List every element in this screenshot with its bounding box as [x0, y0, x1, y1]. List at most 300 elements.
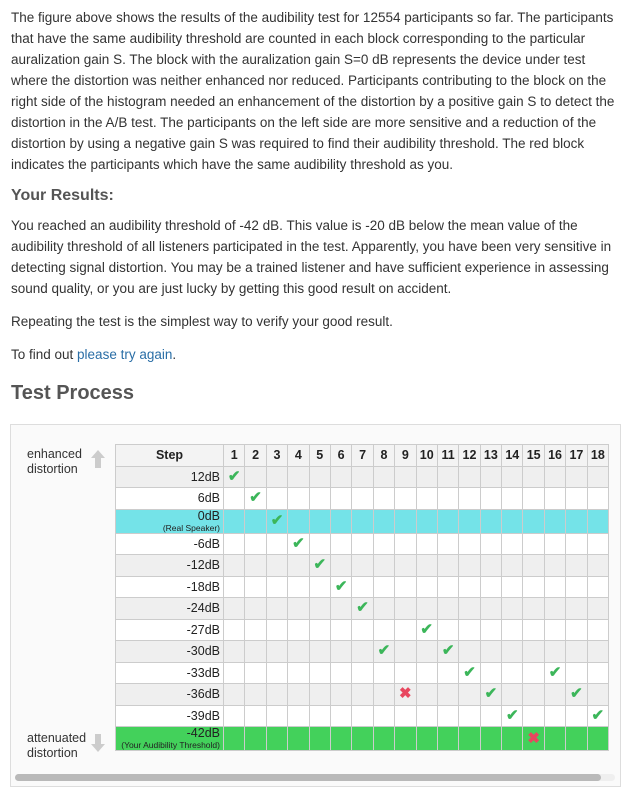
- step-number-header: 4: [288, 445, 309, 467]
- step-cell: [395, 727, 416, 751]
- table-row: [116, 727, 609, 751]
- step-cell: [587, 619, 608, 641]
- step-cell: [373, 598, 394, 620]
- step-cell: [523, 641, 544, 663]
- step-cell: [459, 576, 480, 598]
- results-paragraph: You reached an audibility threshold of -42 dB. This value is -20 dB below the mean value of the audibility threshold of all listeners participated in the test. Apparently, you have been very sensitive in detecting signal distortion. You may be a trained listener and have sufficient experience in assessing sound quality, or you are just lucky by getting this good result on accident.: [11, 218, 612, 296]
- step-cell: [224, 466, 245, 488]
- table-body: [116, 466, 609, 751]
- step-cell: [373, 509, 394, 533]
- attenuated-line1: attenuated: [27, 731, 87, 745]
- step-cell: [587, 576, 608, 598]
- step-cell: [395, 619, 416, 641]
- step-cell: [566, 705, 587, 727]
- table-row: [116, 488, 609, 510]
- step-cell: [416, 727, 437, 751]
- step-cell: [352, 684, 373, 706]
- step-cell: [245, 727, 266, 751]
- try-again-paragraph: [11, 344, 623, 365]
- check-icon: ✔: [270, 512, 284, 529]
- gain-label: -12dB: [116, 555, 224, 577]
- step-cell: [544, 619, 565, 641]
- step-cell: [224, 619, 245, 641]
- step-cell: [566, 727, 587, 751]
- step-number-header: 16: [544, 445, 565, 467]
- step-cell: [544, 576, 565, 598]
- step-cell: [459, 662, 480, 684]
- table-row: [116, 598, 609, 620]
- step-cell: [288, 509, 309, 533]
- check-icon: ✔: [313, 556, 327, 574]
- step-cell: [566, 619, 587, 641]
- table-header-row: [116, 445, 609, 467]
- step-cell: [437, 641, 458, 663]
- gain-label: [116, 509, 224, 533]
- step-cell: [352, 576, 373, 598]
- table-row: [116, 576, 609, 598]
- step-cell: [587, 727, 608, 751]
- table-row: [116, 466, 609, 488]
- step-cell: [587, 662, 608, 684]
- step-cell: [266, 705, 287, 727]
- horizontal-scrollbar[interactable]: [15, 774, 615, 781]
- step-cell: [502, 488, 523, 510]
- step-cell: [245, 641, 266, 663]
- gain-label: 6dB: [116, 488, 224, 510]
- step-cell: [288, 705, 309, 727]
- arrow-down-shaft: [95, 734, 101, 744]
- step-cell: [523, 619, 544, 641]
- table-row: [116, 662, 609, 684]
- step-cell: [566, 598, 587, 620]
- check-icon: ✔: [484, 685, 498, 703]
- step-cell: [330, 555, 351, 577]
- step-cell: [566, 684, 587, 706]
- step-cell: [373, 619, 394, 641]
- step-cell: [416, 619, 437, 641]
- step-cell: [395, 509, 416, 533]
- step-cell: [266, 466, 287, 488]
- step-cell: [502, 466, 523, 488]
- intro-paragraph: The figure above shows the results of the audibility test for 12554 participants so far. The participants that have the same audibility threshold are counted in each block corresponding to the particular auralization gain S. The block with the auralization gain S=0 dB represents the device under test where the distortion was neither enhanced nor reduced. Participants contributing to the block on the right side of the histogram needed an enhancement of the distortion by a positive gain S to detect the distortion in the A/B test. The participants on the left side are more sensitive and a reduction of the distortion by using a negative gain S was required to find their audibility threshold. The red block indicates the participants which have the same audibility threshold as you.: [11, 10, 615, 172]
- step-cell: [437, 509, 458, 533]
- step-cell: [566, 662, 587, 684]
- step-cell: [266, 727, 287, 751]
- gain-note: (Real Speaker): [162, 522, 220, 533]
- step-cell: [587, 684, 608, 706]
- table-row: [116, 555, 609, 577]
- step-cell: [352, 641, 373, 663]
- step-cell: [309, 684, 330, 706]
- step-cell: [544, 727, 565, 751]
- step-cell: [395, 598, 416, 620]
- step-cell: [309, 488, 330, 510]
- step-number-header: 2: [245, 445, 266, 467]
- step-cell: [245, 533, 266, 555]
- step-cell: [352, 619, 373, 641]
- step-cell: [330, 705, 351, 727]
- step-cell: [352, 533, 373, 555]
- step-number-header: 6: [330, 445, 351, 467]
- step-cell: [416, 466, 437, 488]
- step-cell: [309, 727, 330, 751]
- step-cell: [309, 555, 330, 577]
- step-cell: [502, 555, 523, 577]
- step-number-header: 8: [373, 445, 394, 467]
- step-cell: [480, 598, 501, 620]
- step-cell: [437, 684, 458, 706]
- arrow-down-icon: [91, 744, 105, 752]
- step-cell: [416, 576, 437, 598]
- results-heading: Your Results:: [11, 187, 114, 204]
- cross-icon: ✖: [399, 685, 412, 703]
- check-icon: ✔: [227, 467, 241, 485]
- step-cell: [480, 641, 501, 663]
- step-cell: [373, 533, 394, 555]
- step-cell: [566, 488, 587, 510]
- step-cell: [395, 662, 416, 684]
- step-cell: [288, 662, 309, 684]
- step-cell: [523, 662, 544, 684]
- step-cell: [523, 466, 544, 488]
- step-cell: [224, 705, 245, 727]
- step-cell: [480, 705, 501, 727]
- scrollbar-thumb[interactable]: [15, 774, 601, 781]
- gain-label: 12dB: [116, 466, 224, 488]
- table-row: [116, 705, 609, 727]
- step-cell: [245, 598, 266, 620]
- step-cell: [587, 641, 608, 663]
- step-cell: [352, 488, 373, 510]
- step-cell: [395, 488, 416, 510]
- check-icon: ✔: [356, 599, 369, 617]
- step-cell: [523, 488, 544, 510]
- step-cell: [395, 466, 416, 488]
- gain-label: -24dB: [116, 598, 224, 620]
- step-cell: [502, 598, 523, 620]
- step-cell: [373, 641, 394, 663]
- step-cell: [544, 488, 565, 510]
- step-cell: [224, 684, 245, 706]
- step-cell: [544, 684, 565, 706]
- enhanced-distortion-label: [27, 447, 82, 477]
- step-cell: [480, 684, 501, 706]
- step-cell: [523, 555, 544, 577]
- attenuated-line2: distortion: [27, 746, 78, 760]
- step-number-header: 3: [266, 445, 287, 467]
- step-cell: [459, 684, 480, 706]
- step-cell: [288, 641, 309, 663]
- step-cell: [330, 727, 351, 751]
- step-cell: [352, 509, 373, 533]
- step-cell: [288, 684, 309, 706]
- step-cell: [437, 466, 458, 488]
- step-cell: [266, 598, 287, 620]
- step-cell: [459, 466, 480, 488]
- enhanced-line2: distortion: [27, 462, 78, 476]
- step-cell: [416, 705, 437, 727]
- step-cell: [480, 488, 501, 510]
- step-cell: [502, 684, 523, 706]
- step-cell: [459, 705, 480, 727]
- step-cell: [587, 533, 608, 555]
- gain-label: [116, 727, 224, 751]
- step-cell: [330, 684, 351, 706]
- step-cell: [523, 598, 544, 620]
- step-cell: [224, 576, 245, 598]
- step-cell: [266, 641, 287, 663]
- step-cell: [309, 662, 330, 684]
- step-cell: [416, 555, 437, 577]
- step-cell: [224, 727, 245, 751]
- step-cell: [480, 466, 501, 488]
- step-cell: [544, 509, 565, 533]
- step-cell: [416, 598, 437, 620]
- step-cell: [523, 727, 544, 751]
- try-again-prefix: To find out: [11, 347, 78, 362]
- table-row: [116, 641, 609, 663]
- try-again-suffix: .: [172, 347, 177, 362]
- step-cell: [437, 662, 458, 684]
- step-cell: [416, 662, 437, 684]
- step-cell: [373, 466, 394, 488]
- step-cell: [288, 576, 309, 598]
- step-cell: [224, 488, 245, 510]
- step-cell: [437, 555, 458, 577]
- step-cell: [266, 509, 287, 533]
- step-cell: [480, 555, 501, 577]
- check-icon: ✔: [463, 663, 476, 681]
- step-cell: [309, 466, 330, 488]
- step-number-header: 9: [395, 445, 416, 467]
- step-cell: [266, 576, 287, 598]
- check-icon: ✔: [570, 685, 583, 703]
- test-process-table: [115, 444, 609, 751]
- step-cell: [288, 533, 309, 555]
- step-cell: [480, 727, 501, 751]
- step-cell: [480, 662, 501, 684]
- step-cell: [330, 641, 351, 663]
- step-cell: [459, 555, 480, 577]
- step-cell: [373, 488, 394, 510]
- step-cell: [288, 727, 309, 751]
- step-cell: [544, 598, 565, 620]
- step-cell: [224, 662, 245, 684]
- gain-label: -18dB: [116, 576, 224, 598]
- step-cell: [502, 705, 523, 727]
- step-cell: [416, 509, 437, 533]
- step-cell: [245, 705, 266, 727]
- step-cell: [395, 705, 416, 727]
- step-cell: [352, 555, 373, 577]
- step-cell: [566, 555, 587, 577]
- step-cell: [523, 576, 544, 598]
- step-cell: [352, 705, 373, 727]
- step-cell: [245, 488, 266, 510]
- step-cell: [288, 466, 309, 488]
- step-cell: [288, 555, 309, 577]
- step-cell: [544, 533, 565, 555]
- step-cell: [309, 576, 330, 598]
- step-cell: [309, 619, 330, 641]
- step-cell: [416, 488, 437, 510]
- step-cell: [459, 533, 480, 555]
- step-cell: [437, 705, 458, 727]
- table-row: [116, 684, 609, 706]
- step-cell: [523, 533, 544, 555]
- step-cell: [566, 466, 587, 488]
- gain-value: -42dB: [186, 726, 220, 740]
- step-number-header: 11: [437, 445, 458, 467]
- arrow-up-shaft: [95, 458, 101, 468]
- step-cell: [224, 533, 245, 555]
- gain-value: 0dB: [197, 508, 220, 523]
- step-cell: [459, 598, 480, 620]
- gain-label: -39dB: [116, 705, 224, 727]
- step-cell: [224, 598, 245, 620]
- step-cell: [480, 533, 501, 555]
- step-cell: [309, 533, 330, 555]
- step-cell: [566, 533, 587, 555]
- table-row: [116, 509, 609, 533]
- step-cell: [288, 488, 309, 510]
- step-cell: [587, 555, 608, 577]
- check-icon: ✔: [334, 577, 348, 595]
- step-cell: [266, 488, 287, 510]
- step-cell: [330, 509, 351, 533]
- step-cell: [330, 466, 351, 488]
- step-number-header: 17: [566, 445, 587, 467]
- step-cell: [224, 555, 245, 577]
- step-cell: [373, 555, 394, 577]
- step-cell: [309, 598, 330, 620]
- table-row: [116, 619, 609, 641]
- step-header: Step: [116, 445, 224, 467]
- check-icon: ✔: [420, 620, 433, 638]
- step-number-header: 1: [224, 445, 245, 467]
- step-cell: [245, 555, 266, 577]
- step-cell: [224, 509, 245, 533]
- step-cell: [459, 727, 480, 751]
- step-cell: [373, 727, 394, 751]
- step-cell: [544, 662, 565, 684]
- step-cell: [459, 641, 480, 663]
- step-cell: [437, 598, 458, 620]
- gain-label: -36dB: [116, 684, 224, 706]
- step-cell: [330, 533, 351, 555]
- step-cell: [245, 509, 266, 533]
- step-cell: [480, 509, 501, 533]
- step-cell: [309, 641, 330, 663]
- step-cell: [352, 466, 373, 488]
- step-cell: [523, 509, 544, 533]
- step-cell: [566, 576, 587, 598]
- step-cell: [437, 533, 458, 555]
- step-cell: [245, 662, 266, 684]
- try-again-link[interactable]: please try again: [77, 347, 173, 362]
- step-cell: [566, 509, 587, 533]
- step-cell: [288, 598, 309, 620]
- step-number-header: 10: [416, 445, 437, 467]
- step-cell: [266, 555, 287, 577]
- step-number-header: 14: [502, 445, 523, 467]
- check-icon: ✔: [377, 642, 391, 660]
- step-cell: [502, 619, 523, 641]
- step-cell: [587, 705, 608, 727]
- step-cell: [395, 576, 416, 598]
- step-cell: [395, 641, 416, 663]
- step-cell: [309, 509, 330, 533]
- step-cell: [330, 488, 351, 510]
- step-cell: [330, 619, 351, 641]
- step-cell: [395, 533, 416, 555]
- check-icon: ✔: [505, 706, 519, 724]
- step-cell: [245, 684, 266, 706]
- step-number-header: 12: [459, 445, 480, 467]
- results-content: [11, 0, 623, 365]
- step-cell: [523, 684, 544, 706]
- step-cell: [587, 598, 608, 620]
- step-number-header: 7: [352, 445, 373, 467]
- step-cell: [352, 662, 373, 684]
- step-cell: [416, 533, 437, 555]
- step-cell: [224, 641, 245, 663]
- step-cell: [330, 576, 351, 598]
- gain-label: -27dB: [116, 619, 224, 641]
- check-icon: ✔: [591, 706, 605, 724]
- step-cell: [587, 466, 608, 488]
- step-cell: [502, 533, 523, 555]
- step-cell: [352, 727, 373, 751]
- step-cell: [566, 641, 587, 663]
- step-number-header: 15: [523, 445, 544, 467]
- gain-label: -30dB: [116, 641, 224, 663]
- step-cell: [245, 466, 266, 488]
- step-cell: [523, 705, 544, 727]
- test-process-heading: Test Process: [11, 382, 135, 404]
- step-cell: [502, 727, 523, 751]
- step-cell: [459, 619, 480, 641]
- step-cell: [288, 619, 309, 641]
- step-cell: [502, 641, 523, 663]
- step-cell: [266, 662, 287, 684]
- step-cell: [266, 533, 287, 555]
- step-cell: [587, 488, 608, 510]
- table-row: [116, 533, 609, 555]
- step-cell: [437, 488, 458, 510]
- step-cell: [480, 576, 501, 598]
- step-cell: [330, 598, 351, 620]
- check-icon: ✔: [249, 489, 262, 507]
- step-cell: [480, 619, 501, 641]
- step-cell: [544, 555, 565, 577]
- step-cell: [309, 705, 330, 727]
- step-cell: [395, 555, 416, 577]
- step-cell: [502, 509, 523, 533]
- arrow-up-icon: [91, 450, 105, 458]
- step-cell: [373, 662, 394, 684]
- check-icon: ✔: [548, 663, 562, 681]
- step-cell: [459, 488, 480, 510]
- step-cell: [587, 509, 608, 533]
- step-cell: [266, 684, 287, 706]
- step-number-header: 18: [587, 445, 608, 467]
- step-cell: [266, 619, 287, 641]
- check-icon: ✔: [292, 534, 305, 552]
- attenuated-distortion-label: [27, 731, 86, 761]
- step-cell: [544, 705, 565, 727]
- enhanced-line1: enhanced: [27, 447, 82, 461]
